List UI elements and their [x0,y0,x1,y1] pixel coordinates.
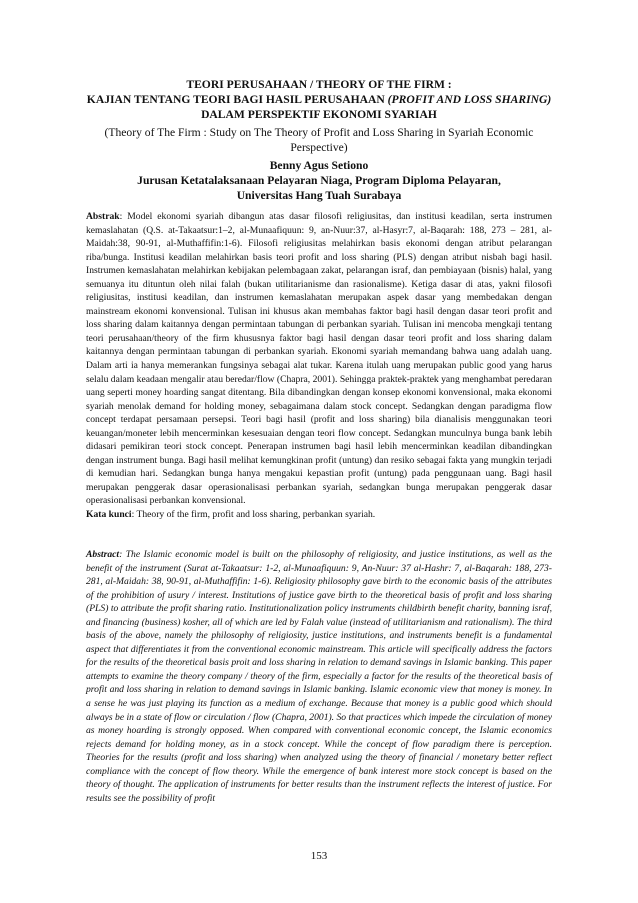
title-line-2-a: KAJIAN TENTANG TEORI BAGI HASIL PERUSAHAAN [86,93,385,106]
abstract-text: : The Islamic economic model is built on the philosophy of religiosity, and justice institutions, as well as the benefit of the instrument (Surat at-Takaatsur: 1-2, al-Munaafiquun: 9, An-Nuur: 37 al-Hashr: 7, al-Baqarah: 188, 273- 281, al-Maidah: 38, 90-91, al-Muthaffifin: 1-6). Religiosity philosophy gave birth to the economic basis of the attributes of the prohibition of usury / interest. Institutions of justice gave birth to the theoretical basis of profit and loss sharing (PLS) to attribute the profit sharing ratio. Institutionalization policy instruments childbirth benefit charity, banning israf, and financing (business) kosher, all of which are led by Falah value (instead of utilitarianism and rationalism). The third basis of the above, namely the philosophy of religiosity, justice institutions, and instruments benefit is a fundamental aspect that differentiates it from the conventional economic mainstream. This article will specifically address the factors for the results of the theoretical basis proit and loss sharing in relation to demand savings in Islamic banking. This paper attempts to examine the theory company / theory of the firm, especially a factor for the results of the theoretical basis of profit and loss sharing in relation to demand savings in Islamic banking. Islamic economic view that money is money. In a sense he was just playing its function as a medium of exchange. Because that money is a public good which should always be in a state of flow or circulation / flow (Chapra, 2001). So that practices which impede the circulation of money as money hoarding is strongly opposed. When compared with conventional economic concept, the Islamic economics rejects demand for holding money, as in a stock concept. While the concept of flow paradigm there is perception. Theories for the results (profit and loss sharing) when analyzed using the theory of financial / monetary better reflect compliance with the concept of flow theory. While the emergence of bank interest more stock concept is based on the theory of thought. The application of instruments for better results than the instrument reflects the interest of justice. For results see the possibility of profit [86,549,552,804]
english-title: (Theory of The Firm : Study on The Theory of Profit and Loss Sharing in Syariah Economic Perspective) [104,126,534,154]
keywords-label: Kata kunci [86,509,132,521]
abstract-section [86,548,552,805]
title-line-2-italic: (PROFIT AND LOSS SHARING) [384,93,552,106]
abstract-label: Abstract [86,549,120,560]
keywords-text: : Theory of the firm, profit and loss sharing, perbankan syariah. [131,509,376,521]
abstrak-section [86,210,552,522]
author-university: Universitas Hang Tuah Surabaya [236,189,402,202]
author-name: Benny Agus Setiono [269,159,369,172]
paper-title [80,77,558,122]
author-block [80,158,558,203]
abstrak-label: Abstrak [86,211,120,222]
keywords-line [86,508,552,522]
title-line-2-c: DALAM PERSPEKTIF EKONOMI SYARIAH [201,108,437,121]
title-line-1: TEORI PERUSAHAAN / THEORY OF THE FIRM : [186,78,452,91]
title-line-2 [80,92,558,122]
abstrak-text: : Model ekonomi syariah dibangun atas dasar filosofi religiusitas, dan institusi keadilan, serta instrumen kemaslahatan (Q.S. at-Takaatsur:1–2, al-Munaafiquun: 9, an-Nuur:37, al-Hasyr:7, al-Baqarah: 188, 273 – 281, al-Maidah:38, 90-91, al-Muthaffifin:1-6). Filosofi religiusitas melahirkan basis ekonomi dengan atribut pelarangan riba/bunga. Institusi keadilan melahirkan basis teori profit and loss sharing (PLS) dengan atribut nisbah bagi hasil. Instrumen kemaslahatan melahirkan kebijakan pelembagaan zakat, pelarangan israf, dan pembiayaan (bisnis) halal, yang semuanya itu dituntun oleh nilai falah (bukan utilitarianisme dan rasionalisme). Ketiga dasar di atas, yakni filosofi religiusitas, institusi keadilan, dan instrumen kemaslahatan merupakan aspek dasar yang membedakan dengan mainstream ekonomi konvensional. Tulisan ini khusus akan membahas faktor bagi hasil dengan dasar teori profit and loss sharing dalam kaitannya dengan permintaan tabungan di perbankan syariah. Tulisan ini mencoba mengkaji tentang teori perusahaan/theory of the firm khususnya faktor bagi hasil dengan dasar teori profit and loss sharing dalam kaitannya dengan permintaan tabungan di perbankan syariah. Ekonomi syariah memandang bahwa uang adalah uang. Dalam arti ia hanya memerankan fungsinya sebagai alat tukar. Karena itulah uang merupakan public good yang harus selalu dalam keadaan mengalir atau beredar/flow (Chapra, 2001). Sehingga praktek-praktek yang menghambat peredaran uang seperti money hoarding sangat ditentang. Bila dibandingkan dengan konsep ekonomi konvensional, maka ekonomi syariah menolak demand for holding money, sebagaimana dalam stock concept. Sedangkan dengan paradigma flow concept terdapat persamaan persepsi. Teori bagi hasil (profit and loss sharing) bila dianalisis menggunakan teori keuangan/moneter lebih mencerminkan kesesuaian dengan teori flow concept. Sedangkan munculnya bunga bank lebih didasari pemikiran teori stock concept. Penerapan instrumen bagi hasil lebih mencerminkan keadilan dibandingkan dengan instrument bunga. Bagi hasil melihat kemungkinan profit (untung) dan resiko sebagai fakta yang mungkin terjadi di kemudian hari. Sedangkan bunga hanya mengakui kepastian profit (untung) pada penggunaan uang. Bagi hasil merupakan penggerak dasar operasionalisasi perbankan syariah, sedangkan bunga merupakan penggerak dasar operasionalisasi perbankan konvensional. [86,211,552,507]
page-number: 153 [310,850,328,862]
author-affiliation: Jurusan Ketatalaksanaan Pelayaran Niaga, Program Diploma Pelayaran, [137,174,501,187]
